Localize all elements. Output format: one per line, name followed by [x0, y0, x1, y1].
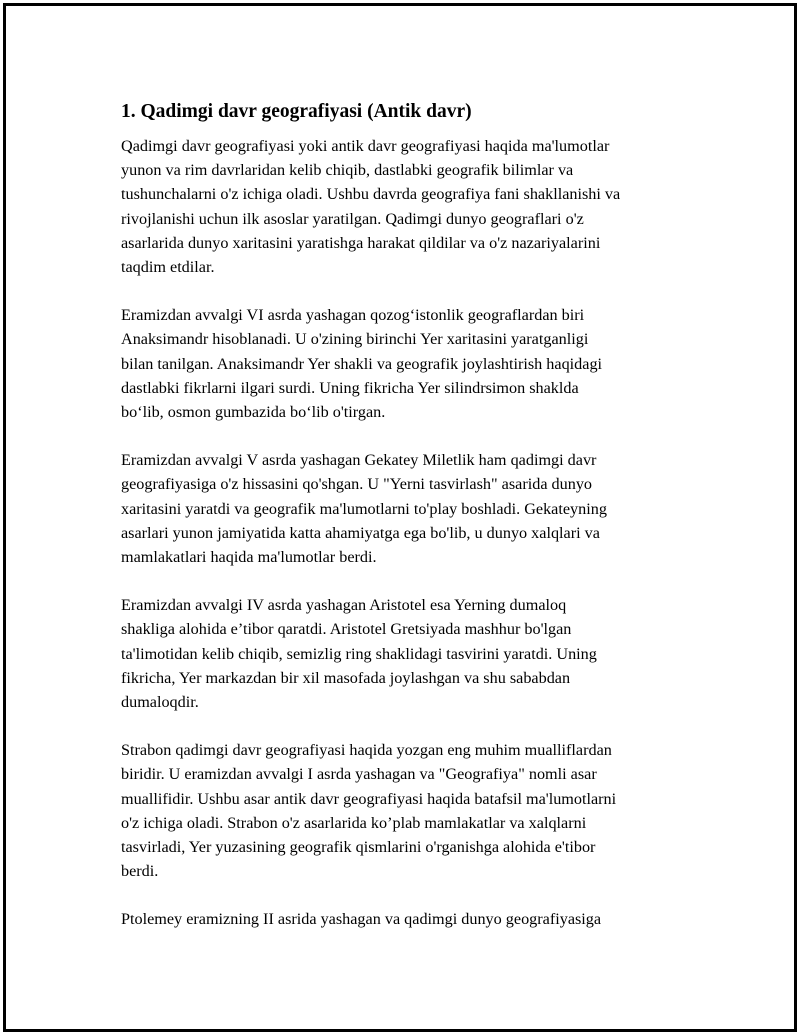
page-frame — [3, 3, 797, 1032]
document-content — [121, 100, 706, 956]
paragraph-ptolemey — [121, 907, 706, 931]
paragraph-line: Eramizdan avvalgi V asrda yashagan Gekatey Miletlik ham qadimgi davr — [121, 451, 597, 470]
paragraph-line: xaritasini yaratdi va geografik ma'lumotlarni to'play boshladi. Gekateyning — [121, 499, 607, 518]
paragraph-intro — [121, 134, 706, 279]
paragraph-line: mamlakatlari haqida ma'lumotlar berdi. — [121, 548, 377, 567]
paragraph-line: Eramizdan avvalgi IV asrda yashagan Aristotel esa Yerning dumaloq — [121, 596, 567, 615]
paragraph-line: Strabon qadimgi davr geografiyasi haqida yozgan eng muhim mualliflardan — [121, 741, 612, 760]
paragraph-line: asarlarida dunyo xaritasini yaratishga harakat qildilar va o'z nazariyalarini — [121, 233, 601, 252]
paragraph-line: tasvirladi, Yer yuzasining geografik qismlarini o'rganishga alohida e'tibor — [121, 838, 596, 857]
paragraph-anaksimandr — [121, 303, 706, 424]
paragraph-line: rivojlanishi uchun ilk asoslar yaratilgan. Qadimgi dunyo geograflari o'z — [121, 209, 584, 228]
paragraph-line: berdi. — [121, 862, 159, 881]
paragraph-line: bo‘lib, osmon gumbazida bo‘lib o'tirgan. — [121, 403, 386, 422]
paragraph-line: fikricha, Yer markazdan bir xil masofada joylashgan va shu sababdan — [121, 668, 571, 687]
paragraph-line: dastlabki fikrlarni ilgari surdi. Uning fikricha Yer silindrsimon shaklda — [121, 378, 579, 397]
paragraph-aristotel — [121, 593, 706, 714]
section-heading: 1. Qadimgi davr geografiyasi (Antik davr) — [121, 101, 472, 122]
paragraph-line: Eramizdan avvalgi VI asrda yashagan qozog‘istonlik geograflardan biri — [121, 306, 585, 325]
paragraph-line: shakliga alohida e’tibor qaratdi. Aristotel Gretsiyada mashhur bo'lgan — [121, 620, 572, 639]
paragraph-line: asarlari yunon jamiyatida katta ahamiyatga ega bo'lib, u dunyo xalqlari va — [121, 523, 600, 542]
paragraph-line: muallifidir. Ushbu asar antik davr geografiyasi haqida batafsil ma'lumotlarni — [121, 789, 617, 808]
paragraph-line: geografiyasiga o'z hissasini qo'shgan. U "Yerni tasvirlash" asarida dunyo — [121, 475, 593, 494]
paragraph-line: Qadimgi davr geografiyasi yoki antik davr geografiyasi haqida ma'lumotlar — [121, 137, 610, 155]
paragraph-line: taqdim etdilar. — [121, 258, 215, 277]
paragraph-gekatey — [121, 448, 706, 569]
paragraph-line: bilan tanilgan. Anaksimandr Yer shakli va geografik joylashtirish haqidagi — [121, 354, 603, 373]
paragraph-line: ta'limotidan kelib chiqib, semizlig ring shaklidagi tasvirini yaratdi. Uning — [121, 644, 597, 663]
paragraph-line: Ptolemey eramizning II asrida yashagan va qadimgi dunyo geografiyasiga — [121, 910, 602, 929]
paragraph-line: yunon va rim davrlaridan kelib chiqib, dastlabki geografik bilimlar va — [121, 161, 574, 180]
paragraph-line: tushunchalarni o'z ichiga oladi. Ushbu davrda geografiya fani shakllanishi va — [121, 185, 621, 204]
paragraph-line: Anaksimandr hisoblanadi. U o'zining birinchi Yer xaritasini yaratganligi — [121, 330, 589, 349]
paragraph-line: dumaloqdir. — [121, 693, 199, 712]
paragraph-line: biridir. U eramizdan avvalgi I asrda yashagan va "Geografiya" nomli asar — [121, 765, 597, 784]
paragraph-strabon — [121, 738, 706, 883]
paragraph-line: o'z ichiga oladi. Strabon o'z asarlarida ko’plab mamlakatlar va xalqlarni — [121, 813, 587, 832]
